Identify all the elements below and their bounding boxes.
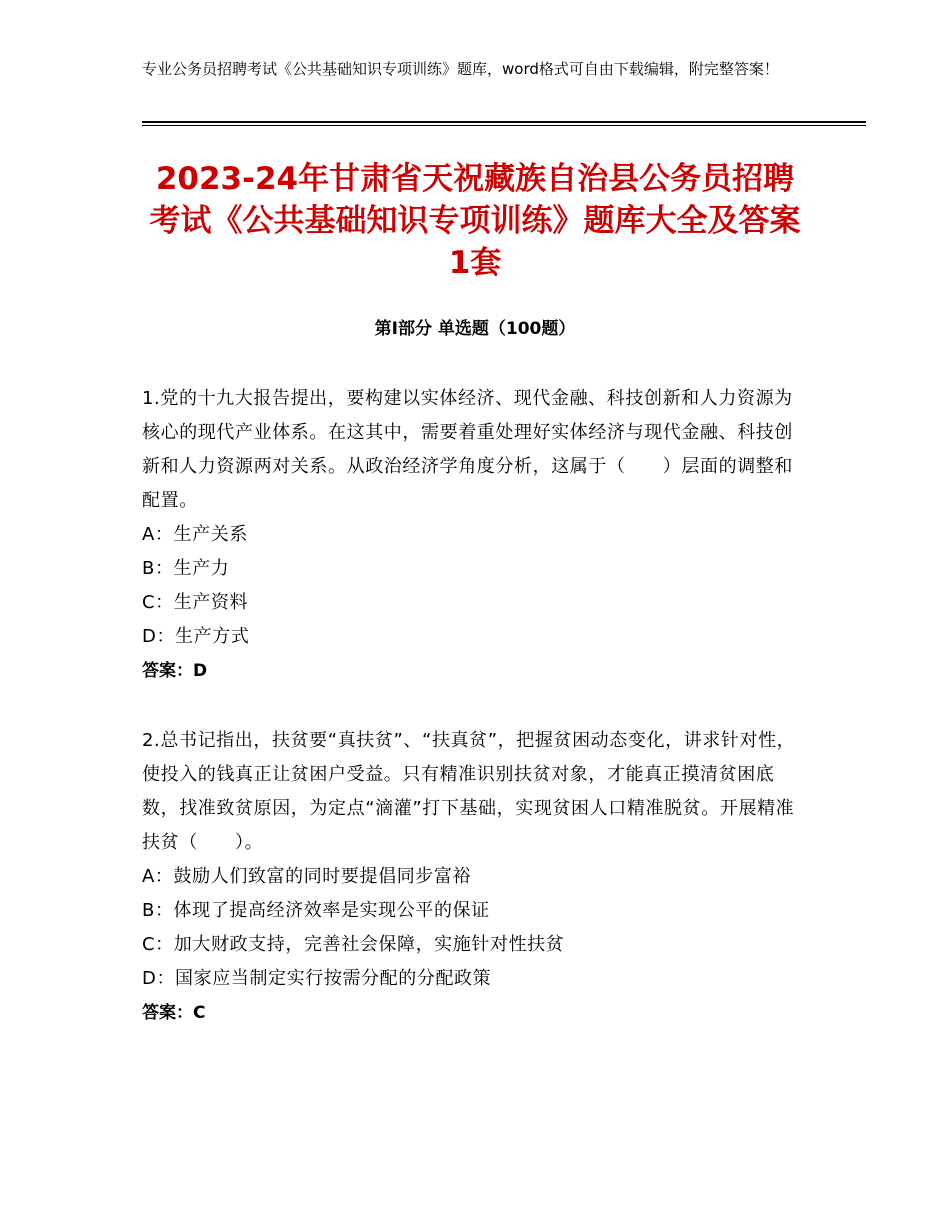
option-c: C：加大财政支持，完善社会保障，实施针对性扶贫 <box>142 934 565 955</box>
answer: 答案：D <box>142 661 208 681</box>
option-b: B：体现了提高经济效率是实现公平的保证 <box>142 900 490 921</box>
option-a: A：鼓励人们致富的同时要提倡同步富裕 <box>142 866 472 887</box>
question-stem: 2.总书记指出，扶贫要“真扶贫”、“扶真贫”，把握贫困动态变化，讲求针对性，使投入的钱真正让贫困户受益。只有精准识别扶贫对象，才能真正摸清贫困底数，找准致贫原因，为定点“滴灌”打下基础，实现贫困人口精准脱贫。开展精准扶贫（ ）。 <box>142 730 796 853</box>
option-d: D：国家应当制定实行按需分配的分配政策 <box>142 968 492 989</box>
question-2 <box>142 724 808 1030</box>
header-note: 专业公务员招聘考试《公共基础知识专项训练》题库，word格式可自由下载编辑，附完整答案！ <box>142 60 779 78</box>
option-a: A：生产关系 <box>142 524 248 545</box>
option-d: D：生产方式 <box>142 626 250 647</box>
header-divider-thin <box>142 125 866 126</box>
answer: 答案：C <box>142 1003 206 1023</box>
header-divider-thick <box>142 121 866 123</box>
section-title: 第Ⅰ部分 单选题（100题） <box>374 319 576 339</box>
question-stem: 1.党的十九大报告提出，要构建以实体经济、现代金融、科技创新和人力资源为核心的现代产业体系。在这其中，需要着重处理好实体经济与现代金融、科技创新和人力资源两对关系。从政治经济学角度分析，这属于（ ）层面的调整和配置。 <box>142 388 793 511</box>
document-title: 2023-24年甘肃省天祝藏族自治县公务员招聘考试《公共基础知识专项训练》题库大全及答案1套 <box>149 161 801 281</box>
option-b: B：生产力 <box>142 558 230 579</box>
option-c: C：生产资料 <box>142 592 249 613</box>
question-1 <box>142 382 808 688</box>
